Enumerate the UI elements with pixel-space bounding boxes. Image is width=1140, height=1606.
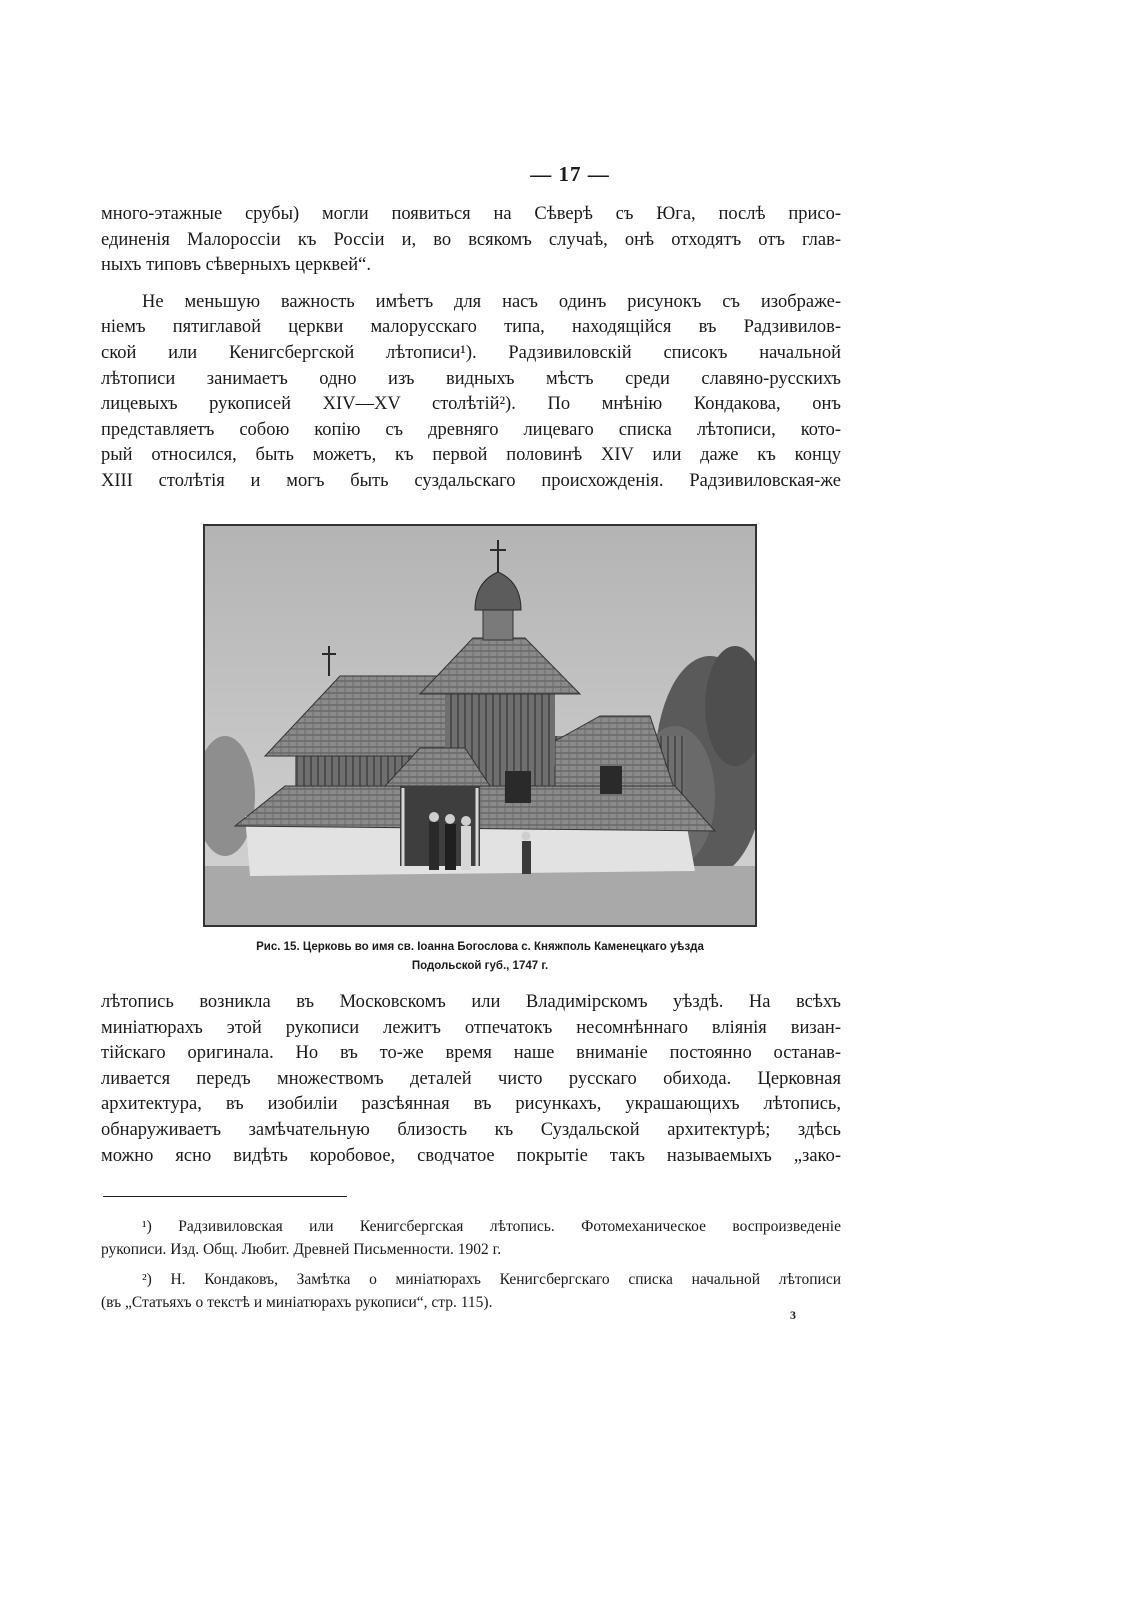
body-text-bottom: [101, 990, 841, 1169]
text-line: лѣтопись возникла въ Московскомъ или Владимірскомъ уѣздѣ. На всѣхъ: [101, 992, 841, 1012]
text-line: много-этажные срубы) могли появиться на Сѣверѣ съ Юга, послѣ присо-: [101, 204, 841, 224]
cupola-neck: [483, 608, 513, 640]
text-line: лѣтописи занимаетъ одно изъ видныхъ мѣстъ среди славяно-русскихъ: [101, 368, 841, 389]
text-line: Не меньшую важность имѣетъ для насъ одинъ рисунокъ съ изображе-: [142, 291, 841, 312]
text-line: ливается передъ множествомъ деталей чисто русскаго обихода. Церковная: [101, 1068, 841, 1089]
footnote-1-line: рукописи. Изд. Общ. Любит. Древней Письменности. 1902 г.: [101, 1240, 502, 1258]
footnote-divider: [103, 1196, 347, 1197]
text-line: обнаруживаетъ замѣчательную близость къ Суздальской архитектурѣ; здѣсь: [101, 1119, 841, 1140]
text-line: представляетъ собою копію съ древняго лицеваго списка лѣтописи, кото-: [101, 419, 841, 440]
text-line: рый относился, быть можетъ, къ первой половинѣ XIV или даже къ концу: [101, 445, 841, 466]
text-line: XIII столѣтія и могъ быть суздальскаго происхожденія. Радзивиловская-же: [101, 470, 841, 491]
footnote-2-line: ²) Н. Кондаковъ, Замѣтка о миніатюрахъ Кенигсбергскаго списка начальной лѣтописи: [142, 1271, 841, 1288]
footnotes: [101, 1216, 841, 1314]
text-line: тійскаго оригинала. Но въ то-же время наше вниманіе постоянно останав-: [101, 1043, 841, 1064]
figure-caption-line-2: Подольской губ., 1747 г.: [411, 960, 549, 972]
text-line: архитектура, въ изобиліи разсѣянная въ рисункахъ, украшающихъ лѣтопись,: [101, 1094, 841, 1115]
body-text-top: [101, 202, 841, 495]
footnote-1-line: ¹) Радзивиловская или Кенигсбергская лѣтопись. Фотомеханическое воспроизведеніе: [142, 1218, 841, 1235]
church-illustration: [205, 526, 755, 925]
text-line: единенія Малороссіи къ Россіи и, во всякомъ случаѣ, онѣ отходятъ отъ глав-: [101, 229, 841, 250]
church-photograph: [203, 524, 757, 927]
text-line: ніемъ пятиглавой церкви малорусскаго типа, находящійся въ Радзивилов-: [101, 317, 841, 338]
figure-caption-line-1: Рис. 15. Церковь во имя св. Іоанна Богослова с. Княжполь Каменецкаго уѣзда: [256, 941, 704, 953]
footnote-2-line: (въ „Статьяхъ о текстѣ и миніатюрахъ рукописи“, стр. 115).: [101, 1293, 493, 1311]
text-line: ныхъ типовъ сѣверныхъ церквей“.: [101, 255, 372, 276]
signature-mark: 3: [790, 1308, 796, 1322]
page-number: — 17 —: [530, 162, 610, 186]
text-line: лицевыхъ рукописей XIV—XV столѣтій²). По мнѣнію Кондакова, онъ: [101, 394, 841, 415]
text-line: миніатюрахъ этой рукописи лежитъ отпечатокъ несомнѣннаго вліянія визан-: [101, 1017, 841, 1038]
text-line: можно ясно видѣть коробовое, сводчатое покрытіе такъ называемыхъ „зако-: [101, 1145, 841, 1166]
text-line: ской или Кенигсбергской лѣтописи¹). Радзивиловскій списокъ начальной: [101, 342, 841, 363]
